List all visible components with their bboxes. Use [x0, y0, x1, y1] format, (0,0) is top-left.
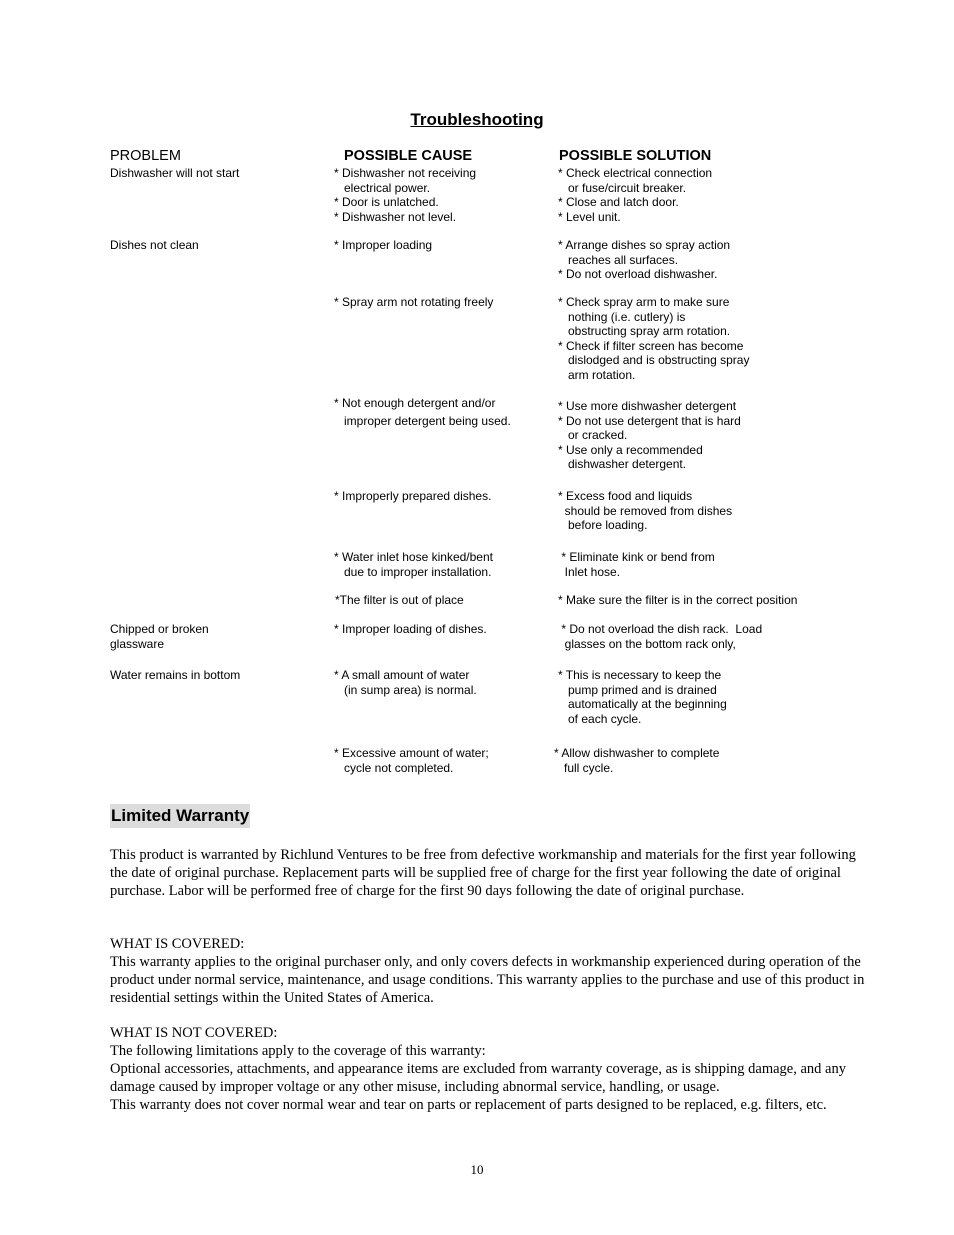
- page-title: Troubleshooting: [410, 110, 544, 129]
- covered-paragraph: This warranty applies to the original purchaser only, and only covers defects in workmanship experienced during operation of the product under normal service, maintenance, and usage conditions. This warranty applies to the purchase and use of this product in residential settings within the United States of America.: [110, 954, 865, 1006]
- solution-cell: * Use more dishwasher detergent * Do not use detergent that is hard or cracked. * Use only a recommended dishwasher detergent.: [558, 399, 741, 471]
- solution-cell: * Make sure the filter is in the correct position: [558, 593, 798, 607]
- not-covered-heading: WHAT IS NOT COVERED:: [110, 1025, 278, 1041]
- cause-cell: * Not enough detergent and/or improper detergent being used.: [334, 396, 511, 428]
- cause-cell: *The filter is out of place: [335, 593, 464, 607]
- column-header-problem: PROBLEM: [110, 148, 181, 164]
- solution-cell: * This is necessary to keep the pump primed and is drained automatically at the beginning of each cycle.: [558, 668, 727, 726]
- cause-cell: * Excessive amount of water; cycle not completed.: [334, 746, 489, 775]
- column-header-solution: POSSIBLE SOLUTION: [559, 148, 712, 164]
- exclusions-paragraph: Optional accessories, attachments, and appearance items are excluded from warranty coverage, as is shipping damage, and any damage caused by improper voltage or any other misuse, including abnormal service, handling, or usage.: [110, 1061, 846, 1095]
- problem-cell: Water remains in bottom: [110, 668, 241, 682]
- page-number: 10: [470, 1162, 484, 1177]
- column-header-cause: POSSIBLE CAUSE: [344, 148, 473, 164]
- warranty-paragraph: This product is warranted by Richlund Ventures to be free from defective workmanship and materials for the first year following the date of original purchase. Replacement parts will be supplied free of charge for the first year following the date of original purchase. Labor will be performed free of charge for the first 90 days following the date of original purchase.: [110, 847, 856, 899]
- wear-paragraph: This warranty does not cover normal wear and tear on parts or replacement of parts designed to be replaced, e.g. filters, etc.: [110, 1097, 827, 1113]
- solution-cell: * Eliminate kink or bend from Inlet hose.: [561, 550, 715, 579]
- cause-cell: * Dishwasher not receiving electrical power. * Door is unlatched. * Dishwasher not level.: [334, 166, 477, 224]
- problem-cell: Chipped or broken glassware: [110, 622, 209, 651]
- problem-cell: Dishes not clean: [110, 238, 199, 252]
- solution-cell: * Do not overload the dish rack. Load glasses on the bottom rack only,: [561, 622, 763, 651]
- problem-cell: Dishwasher will not start: [110, 166, 240, 180]
- covered-heading: WHAT IS COVERED:: [110, 936, 245, 952]
- solution-cell: * Check electrical connection or fuse/circuit breaker. * Close and latch door. * Level unit.: [558, 166, 713, 224]
- cause-cell: * Improperly prepared dishes.: [334, 489, 492, 503]
- solution-cell: * Check spray arm to make sure nothing (i.e. cutlery) is obstructing spray arm rotation. * Check if filter screen has become dislodged and is obstructing spray arm rotation.: [558, 295, 750, 382]
- solution-cell: * Allow dishwasher to complete full cycle.: [554, 746, 720, 775]
- cause-cell: * Spray arm not rotating freely: [334, 295, 494, 309]
- cause-cell: * Water inlet hose kinked/bent due to improper installation.: [334, 550, 493, 579]
- solution-cell: * Excess food and liquids should be removed from dishes before loading.: [558, 489, 733, 532]
- cause-cell: * Improper loading of dishes.: [334, 622, 487, 636]
- cause-cell: * A small amount of water (in sump area) is normal.: [334, 668, 477, 697]
- solution-cell: * Arrange dishes so spray action reaches all surfaces. * Do not overload dishwasher.: [558, 238, 731, 281]
- cause-cell: * Improper loading: [334, 238, 433, 252]
- warranty-heading: Limited Warranty: [110, 804, 250, 828]
- limitations-intro: The following limitations apply to the coverage of this warranty:: [110, 1043, 486, 1059]
